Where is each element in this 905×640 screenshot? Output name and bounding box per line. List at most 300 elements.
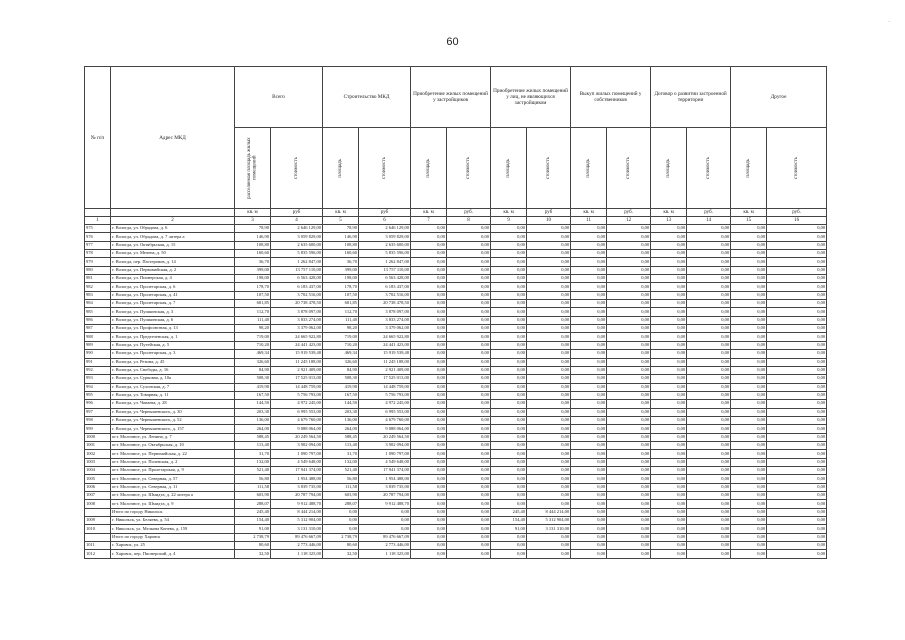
row-value-cell: 0,00: [447, 333, 491, 341]
row-value-cell: 0,00: [731, 358, 767, 366]
row-value-cell: 0,00: [767, 433, 827, 441]
row-value-cell: 588,45: [235, 433, 271, 441]
row-value-cell: 108,80: [323, 241, 359, 249]
table-row: [85, 241, 827, 249]
header-sub: стоимость: [271, 128, 323, 209]
row-value-cell: 0,00: [731, 350, 767, 358]
row-value-cell: 508,30: [235, 375, 271, 383]
row-value-cell: 0,00: [687, 533, 731, 541]
row-value-cell: 0,00: [651, 225, 687, 233]
row-value-cell: 0,00: [571, 450, 607, 458]
row-value-cell: 56,80: [323, 475, 359, 483]
row-address-cell: г. Вологда, ул. Обрадова, д. 7 литера а: [111, 233, 235, 241]
table-row: [85, 492, 827, 500]
row-value-cell: 11 245 188,00: [359, 358, 411, 366]
row-number-cell: 1006: [85, 483, 111, 491]
row-value-cell: 2 773 446,00: [359, 542, 411, 550]
row-value-cell: 80,60: [323, 542, 359, 550]
row-value-cell: 0,00: [651, 291, 687, 299]
row-value-cell: 419,90: [235, 383, 271, 391]
unit-cell: кв. м: [651, 209, 687, 217]
row-value-cell: 146,90: [235, 233, 271, 241]
row-number-cell: 979: [85, 258, 111, 266]
row-value-cell: 0,00: [571, 325, 607, 333]
row-number-cell: 990: [85, 350, 111, 358]
row-value-cell: 0,00: [447, 483, 491, 491]
row-value-cell: 469,34: [323, 350, 359, 358]
row-value-cell: 78,90: [323, 225, 359, 233]
row-value-cell: 0,00: [447, 350, 491, 358]
row-value-cell: 0,00: [571, 316, 607, 324]
row-value-cell: 0,00: [527, 250, 571, 258]
row-value-cell: 0,00: [607, 308, 651, 316]
unit-cell: кв. м: [491, 209, 527, 217]
row-value-cell: 0,00: [731, 542, 767, 550]
row-value-cell: 0,00: [651, 241, 687, 249]
row-value-cell: 0,00: [527, 350, 571, 358]
row-address-cell: Итого по городу Никольск: [111, 508, 235, 516]
row-value-cell: 0,00: [731, 233, 767, 241]
row-value-cell: 0,00: [491, 300, 527, 308]
row-value-cell: 20 738 478,50: [359, 300, 411, 308]
row-value-cell: 0,00: [411, 542, 447, 550]
row-value-cell: 0,00: [527, 383, 571, 391]
row-value-cell: 0,00: [527, 366, 571, 374]
row-value-cell: 15 919 539,48: [271, 350, 323, 358]
row-value-cell: 5 312 904,00: [527, 517, 571, 525]
header-sub: площадь: [491, 128, 527, 209]
row-value-cell: 0,00: [731, 508, 767, 516]
row-value-cell: 1 954 488,00: [359, 475, 411, 483]
row-number-cell: 1005: [85, 475, 111, 483]
row-value-cell: 6 995 553,00: [271, 408, 323, 416]
row-value-cell: 13 757 110,00: [359, 266, 411, 274]
row-value-cell: 0,00: [571, 492, 607, 500]
colnum-cell: 11: [571, 217, 607, 225]
row-value-cell: 0,00: [651, 483, 687, 491]
row-value-cell: 132,00: [235, 458, 271, 466]
row-value-cell: 0,00: [687, 475, 731, 483]
row-value-cell: 0,00: [527, 483, 571, 491]
colnum-cell: 3: [235, 217, 271, 225]
row-value-cell: 0,00: [767, 458, 827, 466]
row-value-cell: 326,60: [323, 358, 359, 366]
row-value-cell: 154,40: [491, 517, 527, 525]
row-value-cell: 0,00: [491, 375, 527, 383]
row-value-cell: 0,00: [571, 250, 607, 258]
row-value-cell: 0,00: [447, 366, 491, 374]
row-value-cell: 0,00: [731, 525, 767, 533]
row-value-cell: 0,00: [607, 358, 651, 366]
row-value-cell: 84,90: [323, 366, 359, 374]
row-value-cell: 0,00: [607, 483, 651, 491]
row-value-cell: 0,00: [359, 525, 411, 533]
row-address-cell: г. Вологда, ул. Пролетарская, д. 41: [111, 291, 235, 299]
row-value-cell: 0,00: [491, 391, 527, 399]
row-value-cell: 0,00: [731, 325, 767, 333]
row-value-cell: 0,00: [411, 258, 447, 266]
row-value-cell: 0,00: [607, 475, 651, 483]
row-value-cell: 89 476 667,09: [359, 533, 411, 541]
row-value-cell: 710,20: [323, 341, 359, 349]
row-value-cell: 0,00: [607, 366, 651, 374]
row-value-cell: 0,00: [411, 383, 447, 391]
row-value-cell: 32,50: [235, 550, 271, 558]
row-value-cell: 0,00: [527, 441, 571, 449]
table-row: [85, 375, 827, 383]
table-body: [85, 225, 827, 559]
row-number-cell: 995: [85, 391, 111, 399]
row-value-cell: 8 444 214,00: [527, 508, 571, 516]
table-row: [85, 550, 827, 558]
row-value-cell: 78,90: [235, 225, 271, 233]
row-value-cell: 0,00: [447, 466, 491, 474]
resettlement-table: [84, 66, 827, 559]
row-value-cell: 0,00: [447, 241, 491, 249]
row-number-cell: 1011: [85, 542, 111, 550]
row-value-cell: 98,20: [235, 325, 271, 333]
row-value-cell: 0,00: [527, 233, 571, 241]
row-value-cell: 0,00: [491, 475, 527, 483]
row-value-cell: 0,00: [687, 492, 731, 500]
row-value-cell: 111,40: [323, 316, 359, 324]
table-row: [85, 258, 827, 266]
unit-cell: руб: [527, 209, 571, 217]
table-row: [85, 433, 827, 441]
row-number-cell: 1009: [85, 517, 111, 525]
row-address-cell: г. Вологда, ул. Чернышевского, д. 52: [111, 416, 235, 424]
row-value-cell: 399,00: [323, 266, 359, 274]
row-value-cell: 3 059 829,00: [271, 233, 323, 241]
table-row: [85, 350, 827, 358]
row-value-cell: 0,00: [651, 433, 687, 441]
row-value-cell: 0,00: [651, 466, 687, 474]
colnum-cell: 9: [491, 217, 527, 225]
row-number-cell: 983: [85, 291, 111, 299]
row-value-cell: 111,58: [323, 483, 359, 491]
unit-cell: кв. м: [731, 209, 767, 217]
table-row: [85, 308, 827, 316]
row-value-cell: 5 835 596,00: [359, 250, 411, 258]
row-value-cell: 0,00: [411, 433, 447, 441]
row-value-cell: 3 902 094,00: [271, 441, 323, 449]
row-value-cell: 0,00: [651, 441, 687, 449]
row-value-cell: 0,00: [607, 258, 651, 266]
row-value-cell: 20 787 794,00: [271, 492, 323, 500]
row-value-cell: 0,00: [411, 333, 447, 341]
row-value-cell: 0,00: [687, 441, 731, 449]
row-value-cell: 245,40: [491, 508, 527, 516]
row-value-cell: 0,00: [767, 350, 827, 358]
row-address-cell: пгт. Молочное, ул. Октябрьская, д. 10: [111, 441, 235, 449]
row-value-cell: 20 787 794,00: [359, 492, 411, 500]
row-value-cell: 107,50: [235, 291, 271, 299]
row-value-cell: 14 448 759,00: [271, 383, 323, 391]
row-value-cell: 154,40: [235, 517, 271, 525]
row-value-cell: 17 525 013,00: [359, 375, 411, 383]
row-value-cell: 0,00: [687, 225, 731, 233]
row-value-cell: 0,00: [607, 408, 651, 416]
table-row: [85, 300, 827, 308]
row-value-cell: 0,00: [651, 275, 687, 283]
header-purchase-developers: Приобретение жилых помещений у застройщиков: [411, 67, 491, 128]
row-value-cell: 0,00: [687, 258, 731, 266]
row-value-cell: 0,00: [651, 550, 687, 558]
header-sub: площадь: [323, 128, 359, 209]
row-value-cell: 0,00: [607, 492, 651, 500]
row-value-cell: 0,00: [687, 391, 731, 399]
row-address-cell: пгт. Молочное, ул. Северная, д. 11: [111, 483, 235, 491]
row-value-cell: 0,00: [527, 316, 571, 324]
row-value-cell: 0,00: [323, 508, 359, 516]
table-row: [85, 408, 827, 416]
row-value-cell: 1 090 797,00: [359, 450, 411, 458]
row-value-cell: 3 902 094,00: [359, 441, 411, 449]
row-value-cell: 521,40: [323, 466, 359, 474]
row-value-cell: 0,00: [767, 283, 827, 291]
table-row: [85, 400, 827, 408]
row-value-cell: 0,00: [731, 316, 767, 324]
row-value-cell: 0,00: [651, 533, 687, 541]
row-value-cell: 0,00: [447, 316, 491, 324]
row-value-cell: 6 995 553,00: [359, 408, 411, 416]
row-value-cell: 0,00: [491, 250, 527, 258]
row-address-cell: г. Харовск, пер. Пионерский, д. 4: [111, 550, 235, 558]
row-value-cell: 0,00: [491, 416, 527, 424]
row-value-cell: 0,00: [651, 400, 687, 408]
row-value-cell: 0,00: [491, 241, 527, 249]
row-value-cell: 111,40: [235, 316, 271, 324]
row-address-cell: г. Вологда, ул. Пушкинская, д. 6: [111, 316, 235, 324]
colnum-cell: 14: [687, 217, 731, 225]
row-value-cell: 0,00: [651, 358, 687, 366]
unit-cell: кв. м: [571, 209, 607, 217]
row-value-cell: 0,00: [491, 466, 527, 474]
row-value-cell: 0,00: [527, 492, 571, 500]
row-number-cell: 988: [85, 333, 111, 341]
row-address-cell: г. Никольск, ул. Беляева, д. 54: [111, 517, 235, 525]
row-value-cell: 198,00: [323, 275, 359, 283]
table-row: [85, 358, 827, 366]
row-value-cell: 0,00: [687, 250, 731, 258]
colnum-cell: 13: [651, 217, 687, 225]
row-value-cell: 0,00: [571, 291, 607, 299]
row-number-cell: 1007: [85, 492, 111, 500]
row-value-cell: 0,00: [411, 450, 447, 458]
row-value-cell: 0,00: [651, 508, 687, 516]
row-value-cell: 0,00: [607, 241, 651, 249]
row-number-cell: 984: [85, 300, 111, 308]
row-value-cell: 0,00: [411, 466, 447, 474]
row-value-cell: 0,00: [447, 492, 491, 500]
row-value-cell: 0,00: [491, 258, 527, 266]
row-address-cell: г. Вологда, ул. Пушкинская, д. 3: [111, 308, 235, 316]
header-sub: стоимость: [607, 128, 651, 209]
row-value-cell: 136,00: [235, 416, 271, 424]
row-value-cell: 0,00: [527, 308, 571, 316]
row-value-cell: 3 702 516,00: [271, 291, 323, 299]
row-number-cell: [85, 533, 111, 541]
row-value-cell: 0,00: [687, 383, 731, 391]
row-value-cell: 0,00: [447, 300, 491, 308]
row-value-cell: 0,00: [571, 266, 607, 274]
row-value-cell: 0,00: [767, 450, 827, 458]
row-value-cell: 0,00: [607, 266, 651, 274]
table-row: [85, 325, 827, 333]
row-number-cell: 999: [85, 425, 111, 433]
row-value-cell: 4 679 760,00: [271, 416, 323, 424]
row-value-cell: 0,00: [571, 525, 607, 533]
row-value-cell: 0,00: [731, 400, 767, 408]
row-value-cell: 1 118 325,00: [359, 550, 411, 558]
row-value-cell: 0,00: [687, 300, 731, 308]
row-value-cell: 0,00: [607, 425, 651, 433]
row-value-cell: 0,00: [411, 492, 447, 500]
row-number-cell: 991: [85, 358, 111, 366]
row-value-cell: 245,40: [235, 508, 271, 516]
row-value-cell: 0,00: [767, 550, 827, 558]
row-value-cell: 14 448 759,00: [359, 383, 411, 391]
row-value-cell: 0,00: [731, 366, 767, 374]
row-value-cell: 0,00: [767, 533, 827, 541]
row-value-cell: 0,00: [571, 400, 607, 408]
unit-cell: кв. м: [411, 209, 447, 217]
row-value-cell: 0,00: [607, 542, 651, 550]
header-groups-row: [85, 67, 827, 128]
row-value-cell: 0,00: [527, 300, 571, 308]
header-sub: площадь: [411, 128, 447, 209]
row-value-cell: 588,45: [323, 433, 359, 441]
row-value-cell: 3 379 062,00: [359, 325, 411, 333]
row-value-cell: 0,00: [607, 333, 651, 341]
row-address-cell: г. Вологда, ул. Пролетарская, д. 7: [111, 300, 235, 308]
row-value-cell: 4 679 760,00: [359, 416, 411, 424]
row-value-cell: 0,00: [447, 225, 491, 233]
table-row: [85, 391, 827, 399]
row-value-cell: 0,00: [731, 225, 767, 233]
row-value-cell: 0,00: [447, 266, 491, 274]
row-value-cell: 0,00: [687, 416, 731, 424]
row-value-cell: 17 525 013,00: [271, 375, 323, 383]
row-value-cell: 4 549 648,00: [359, 458, 411, 466]
row-value-cell: 0,00: [731, 500, 767, 508]
row-value-cell: 167,50: [235, 391, 271, 399]
row-value-cell: 0,00: [651, 233, 687, 241]
header-sub: стоимость: [767, 128, 827, 209]
row-value-cell: 0,00: [527, 266, 571, 274]
row-value-cell: 0,00: [571, 408, 607, 416]
row-value-cell: 0,00: [651, 250, 687, 258]
colnum-cell: 4: [271, 217, 323, 225]
row-value-cell: 0,00: [447, 391, 491, 399]
row-value-cell: 0,00: [491, 400, 527, 408]
unit-cell: кв. м: [235, 209, 271, 217]
row-value-cell: 9 088 064,00: [271, 425, 323, 433]
table-row: [85, 341, 827, 349]
row-value-cell: 0,00: [491, 533, 527, 541]
row-value-cell: 0,00: [411, 358, 447, 366]
row-value-cell: 0,00: [651, 450, 687, 458]
row-value-cell: 0,00: [731, 475, 767, 483]
row-value-cell: 2 646 129,00: [271, 225, 323, 233]
table-row: [85, 425, 827, 433]
row-value-cell: 0,00: [651, 316, 687, 324]
row-value-cell: 0,00: [651, 258, 687, 266]
header-construction: Строительство МКД: [323, 67, 411, 128]
row-value-cell: 0,00: [687, 375, 731, 383]
row-value-cell: 3 878 097,00: [359, 308, 411, 316]
row-value-cell: 0,00: [767, 300, 827, 308]
header-sub: стоимость: [447, 128, 491, 209]
row-value-cell: 0,00: [447, 250, 491, 258]
row-value-cell: 0,00: [323, 517, 359, 525]
row-value-cell: 0,00: [527, 358, 571, 366]
row-value-cell: 0,00: [491, 266, 527, 274]
row-value-cell: 0,00: [527, 375, 571, 383]
row-value-cell: 0,00: [447, 500, 491, 508]
row-value-cell: 2 921 409,00: [271, 366, 323, 374]
row-value-cell: 0,00: [687, 433, 731, 441]
row-number-cell: 993: [85, 375, 111, 383]
row-value-cell: 9 088 064,00: [359, 425, 411, 433]
row-value-cell: 0,00: [571, 458, 607, 466]
row-value-cell: 203,30: [323, 408, 359, 416]
row-value-cell: 0,00: [571, 500, 607, 508]
row-value-cell: 0,00: [447, 375, 491, 383]
row-value-cell: 0,00: [447, 517, 491, 525]
row-value-cell: 0,00: [651, 416, 687, 424]
row-value-cell: 0,00: [731, 383, 767, 391]
row-value-cell: 0,00: [767, 492, 827, 500]
row-value-cell: 0,00: [447, 341, 491, 349]
row-value-cell: 113,40: [323, 441, 359, 449]
row-value-cell: 0,00: [607, 400, 651, 408]
row-value-cell: 0,00: [687, 542, 731, 550]
row-address-cell: г. Вологда, ул. Мечена, д. 50: [111, 250, 235, 258]
row-value-cell: 0,00: [447, 291, 491, 299]
row-value-cell: 113,40: [235, 441, 271, 449]
row-value-cell: 603,90: [235, 492, 271, 500]
row-value-cell: 0,00: [491, 316, 527, 324]
row-value-cell: 0,00: [527, 533, 571, 541]
row-value-cell: 89 476 667,09: [271, 533, 323, 541]
table-row: [85, 441, 827, 449]
row-value-cell: 0,00: [571, 258, 607, 266]
row-value-cell: 0,00: [571, 508, 607, 516]
row-value-cell: 112,70: [323, 308, 359, 316]
colnum-cell: 2: [111, 217, 235, 225]
row-value-cell: 3 833 274,00: [359, 316, 411, 324]
row-value-cell: 0,00: [731, 375, 767, 383]
row-value-cell: 0,00: [731, 275, 767, 283]
row-value-cell: 84,90: [235, 366, 271, 374]
row-value-cell: 111,58: [235, 483, 271, 491]
row-value-cell: 0,00: [767, 266, 827, 274]
row-value-cell: 0,00: [527, 542, 571, 550]
row-value-cell: 0,00: [767, 542, 827, 550]
row-value-cell: 0,00: [571, 241, 607, 249]
unit-cell: руб: [271, 209, 323, 217]
row-value-cell: 0,00: [651, 350, 687, 358]
row-value-cell: 0,00: [491, 542, 527, 550]
row-value-cell: 469,34: [235, 350, 271, 358]
row-value-cell: 0,00: [767, 408, 827, 416]
row-value-cell: 0,00: [411, 458, 447, 466]
row-value-cell: 4 549 648,00: [271, 458, 323, 466]
row-value-cell: 0,00: [607, 433, 651, 441]
row-value-cell: 0,00: [731, 550, 767, 558]
unit-cell: руб.: [607, 209, 651, 217]
